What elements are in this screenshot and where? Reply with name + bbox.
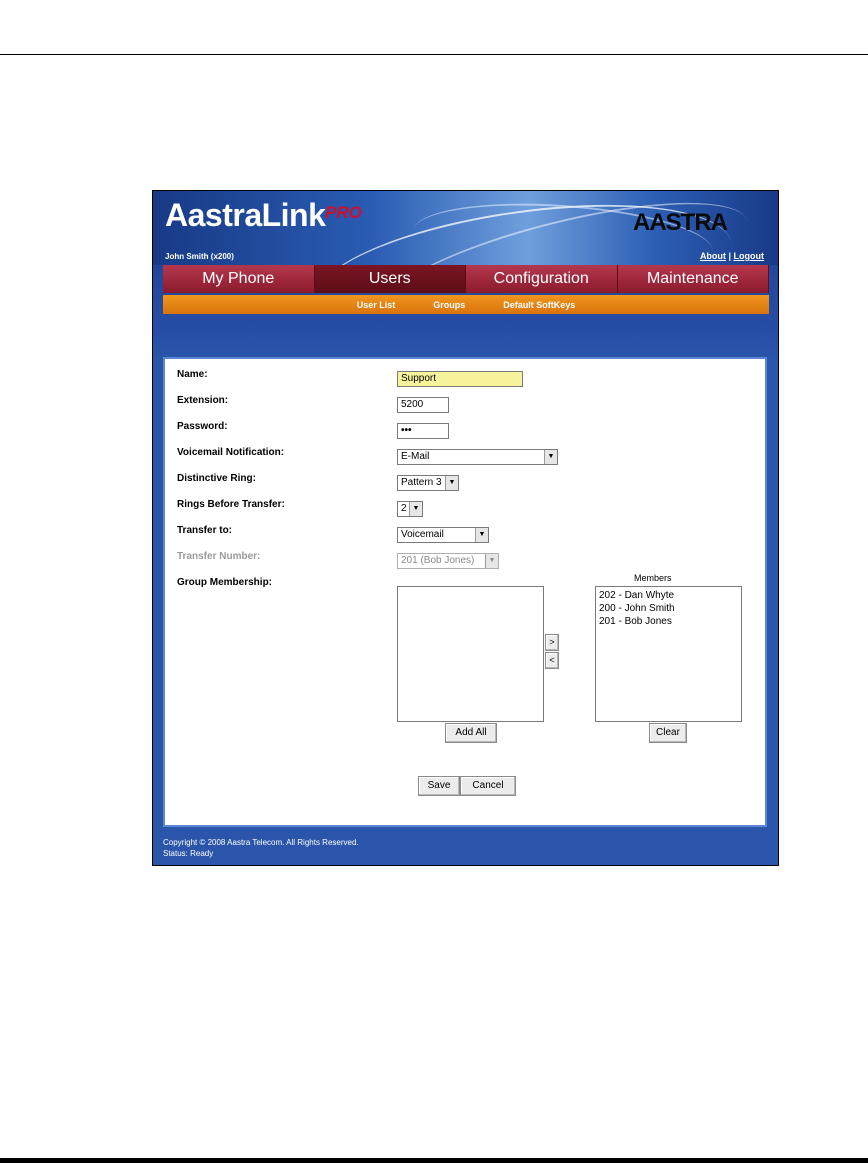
tab-my-phone[interactable]: My Phone: [163, 265, 315, 293]
voicemail-notification-select[interactable]: [397, 449, 558, 465]
distinctive-ring-select[interactable]: [397, 475, 459, 491]
subnav-default-softkeys[interactable]: Default SoftKeys: [503, 299, 576, 310]
transfer-number-select: [397, 553, 499, 569]
password-input[interactable]: •••: [397, 423, 449, 439]
chevron-down-icon: ▼: [485, 554, 498, 568]
app-logo-suffix: PRO: [325, 203, 362, 222]
cancel-button[interactable]: Cancel: [460, 776, 516, 796]
status-text: Status: Ready: [163, 849, 214, 858]
available-groups-list[interactable]: [397, 586, 544, 722]
transfer-to-value: Voicemail: [401, 529, 444, 540]
top-links: [700, 251, 764, 261]
app-window: [152, 190, 779, 866]
user-edit-form: [163, 357, 767, 827]
rings-before-transfer-value: 2: [401, 503, 407, 514]
extension-label: Extension:: [177, 395, 229, 406]
page-top-rule: [0, 54, 868, 55]
transfer-to-label: Transfer to:: [177, 525, 233, 536]
logout-link[interactable]: Logout: [733, 251, 764, 261]
group-membership-label: Group Membership:: [177, 577, 273, 588]
chevron-down-icon: ▼: [409, 502, 422, 516]
transfer-number-value: 201 (Bob Jones): [401, 555, 475, 566]
rings-before-transfer-label: Rings Before Transfer:: [177, 499, 285, 510]
clear-button[interactable]: Clear: [649, 723, 687, 743]
list-item[interactable]: 202 - Dan Whyte: [599, 590, 675, 601]
link-separator: |: [728, 251, 731, 261]
voicemail-notification-value: E-Mail: [401, 451, 430, 462]
chevron-down-icon: ▼: [544, 450, 557, 464]
app-logo: AastraLink: [165, 197, 326, 233]
list-item[interactable]: 200 - John Smith: [599, 603, 675, 614]
subnav-groups[interactable]: Groups: [433, 299, 466, 310]
rings-before-transfer-select[interactable]: [397, 501, 423, 517]
footer: [163, 837, 359, 859]
distinctive-ring-value: Pattern 3: [401, 477, 442, 488]
tab-configuration[interactable]: Configuration: [466, 265, 618, 293]
tab-users[interactable]: Users: [315, 265, 467, 293]
password-label: Password:: [177, 421, 228, 432]
brand-logo: AASTRA: [633, 209, 727, 236]
sub-nav: [163, 295, 769, 314]
name-label: Name:: [177, 369, 208, 380]
remove-member-button[interactable]: <: [545, 652, 559, 669]
members-list[interactable]: [595, 586, 742, 722]
chevron-down-icon: ▼: [445, 476, 458, 490]
page-bottom-rule: [0, 1158, 868, 1163]
name-input[interactable]: Support: [397, 371, 523, 387]
add-all-button[interactable]: Add All: [445, 723, 497, 743]
members-label: Members: [634, 573, 672, 583]
app-banner: [153, 191, 778, 265]
copyright-text: Copyright © 2008 Aastra Telecom. All Rights Reserved.: [163, 838, 359, 847]
chevron-down-icon: ▼: [475, 528, 488, 542]
tab-maintenance[interactable]: Maintenance: [618, 265, 770, 293]
save-button[interactable]: Save: [418, 776, 460, 796]
transfer-number-label: Transfer Number:: [177, 551, 261, 562]
main-nav: [163, 265, 769, 293]
list-item[interactable]: 201 - Bob Jones: [599, 616, 672, 627]
about-link[interactable]: About: [699, 251, 726, 261]
add-member-button[interactable]: >: [545, 634, 559, 651]
extension-input[interactable]: 5200: [397, 397, 449, 413]
voicemail-notification-label: Voicemail Notification:: [177, 447, 285, 458]
current-user: John Smith (x200): [165, 252, 234, 261]
transfer-to-select[interactable]: [397, 527, 489, 543]
subnav-user-list[interactable]: User List: [356, 299, 396, 310]
distinctive-ring-label: Distinctive Ring:: [177, 473, 256, 484]
